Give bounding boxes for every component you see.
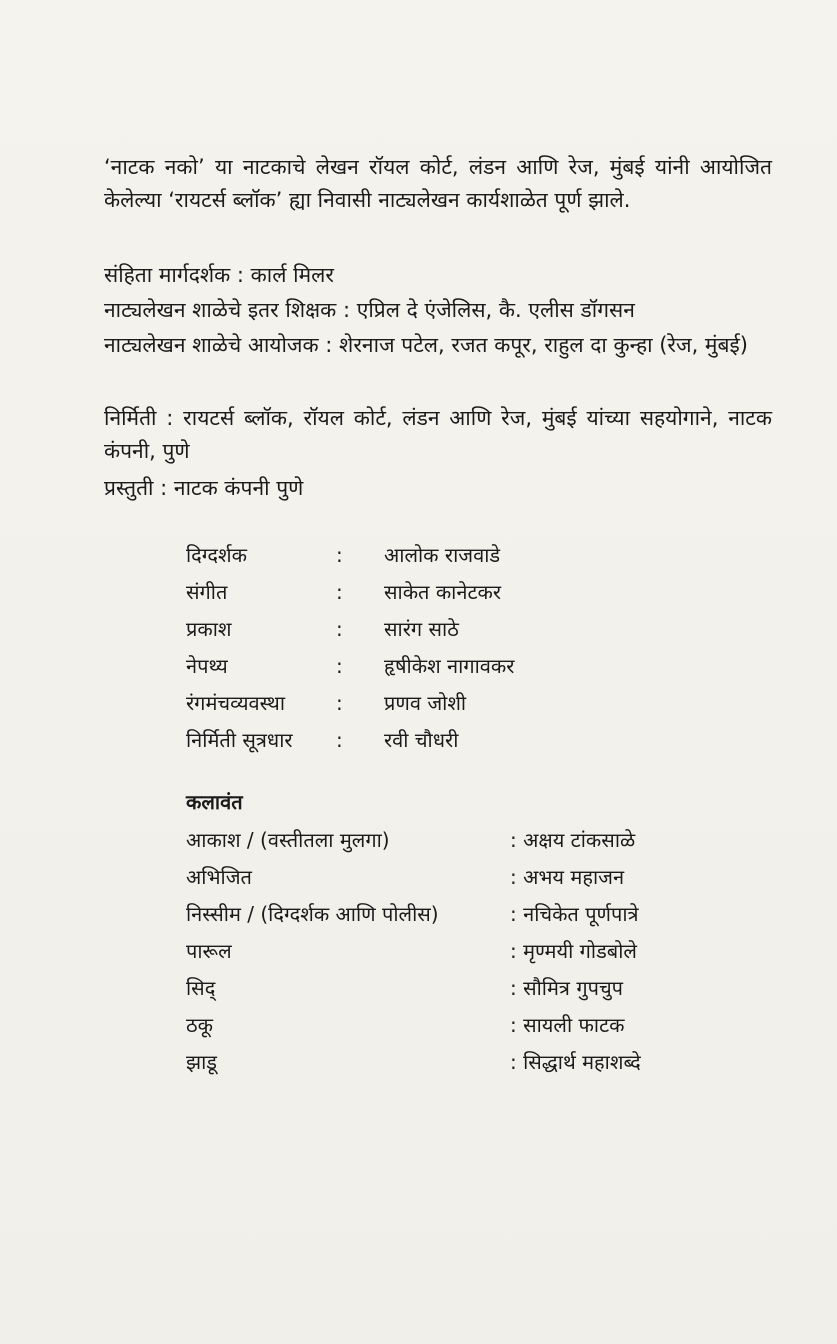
cast-character: झाडू <box>186 1050 217 1074</box>
cast-actor: : अक्षय टांकसाळे <box>510 828 636 852</box>
credit-separator: : <box>336 728 343 752</box>
cast-character: निस्सीम / (दिग्दर्शक आणि पोलीस) <box>186 902 439 926</box>
cast-character: आकाश / (वस्तीतला मुलगा) <box>186 828 390 852</box>
cast-row <box>186 896 706 933</box>
cast-row <box>186 933 706 970</box>
cast-row <box>186 822 706 859</box>
credit-role: निर्मिती सूत्रधार <box>186 728 293 752</box>
script-guide-line: संहिता मार्गदर्शक : कार्ल मिलर <box>104 263 334 287</box>
credit-name: रवी चौधरी <box>384 728 459 752</box>
cast-character: ठकू <box>186 1013 213 1037</box>
credit-row-director <box>186 537 666 574</box>
crew-credits <box>186 537 666 759</box>
credit-separator: : <box>336 543 343 567</box>
cast-actor: : अभय महाजन <box>510 865 625 889</box>
cast-character: अभिजित <box>186 865 252 889</box>
cast-actor: : सिद्धार्थ महाशब्दे <box>510 1050 641 1074</box>
credit-row-lighting <box>186 611 666 648</box>
other-teachers-line: नाट्यलेखन शाळेचे इतर शिक्षक : एप्रिल दे एंजेलिस, कै. एलीस डॉगसन <box>104 298 635 322</box>
credit-role: संगीत <box>186 580 228 604</box>
credit-row-stage-management <box>186 685 666 722</box>
credit-separator: : <box>336 654 343 678</box>
credit-row-set-design <box>186 648 666 685</box>
cast-character: सिद् <box>186 976 216 1000</box>
cast-actor: : सायली फाटक <box>510 1013 625 1037</box>
cast-actor: : मृण्मयी गोडबोले <box>510 939 637 963</box>
cast-row <box>186 859 706 896</box>
credit-role: दिग्दर्शक <box>186 543 247 567</box>
credit-role: नेपथ्य <box>186 654 228 678</box>
credit-separator: : <box>336 691 343 715</box>
credit-name: साकेत कानेटकर <box>384 580 502 604</box>
credit-name: हृषीकेश नागावकर <box>384 654 515 678</box>
cast-row <box>186 970 706 1007</box>
cast-row <box>186 1044 706 1081</box>
credit-role: प्रकाश <box>186 617 232 641</box>
credit-separator: : <box>336 580 343 604</box>
cast-actor: : सौमित्र गुपचुप <box>510 976 624 1000</box>
cast-row <box>186 1007 706 1044</box>
credit-name: आलोक राजवाडे <box>384 543 501 567</box>
credit-role: रंगमंचव्यवस्था <box>186 691 285 715</box>
production-line: निर्मिती : रायटर्स ब्लॉक, रॉयल कोर्ट, लंडन आणि रेज, मुंबई यांच्या सहयोगाने, नाटक कंपनी, पुणे <box>104 406 772 463</box>
organisers-line: नाट्यलेखन शाळेचे आयोजक : शेरनाज पटेल, रजत कपूर, राहुल दा कुन्हा (रेज, मुंबई) <box>104 333 748 357</box>
cast-actor: : नचिकेत पूर्णपात्रे <box>510 902 639 926</box>
intro-paragraph: ‘नाटक नको’ या नाटकाचे लेखन रॉयल कोर्ट, लंडन आणि रेज, मुंबई यांनी आयोजित केलेल्या ‘रायटर्स ब्लॉक’ ह्या निवासी नाट्यलेखन कार्यशाळेत पूर्ण झाले. <box>104 155 772 212</box>
cast-character: पारूल <box>186 939 232 963</box>
credit-row-production-coordinator <box>186 722 666 759</box>
presentation-line: प्रस्तुती : नाटक कंपनी पुणे <box>104 476 304 500</box>
cast-heading: कलावंत <box>186 790 243 814</box>
credit-row-music <box>186 574 666 611</box>
cast-list <box>186 822 706 1081</box>
credit-separator: : <box>336 617 343 641</box>
credit-name: प्रणव जोशी <box>384 691 467 715</box>
credit-name: सारंग साठे <box>384 617 459 641</box>
